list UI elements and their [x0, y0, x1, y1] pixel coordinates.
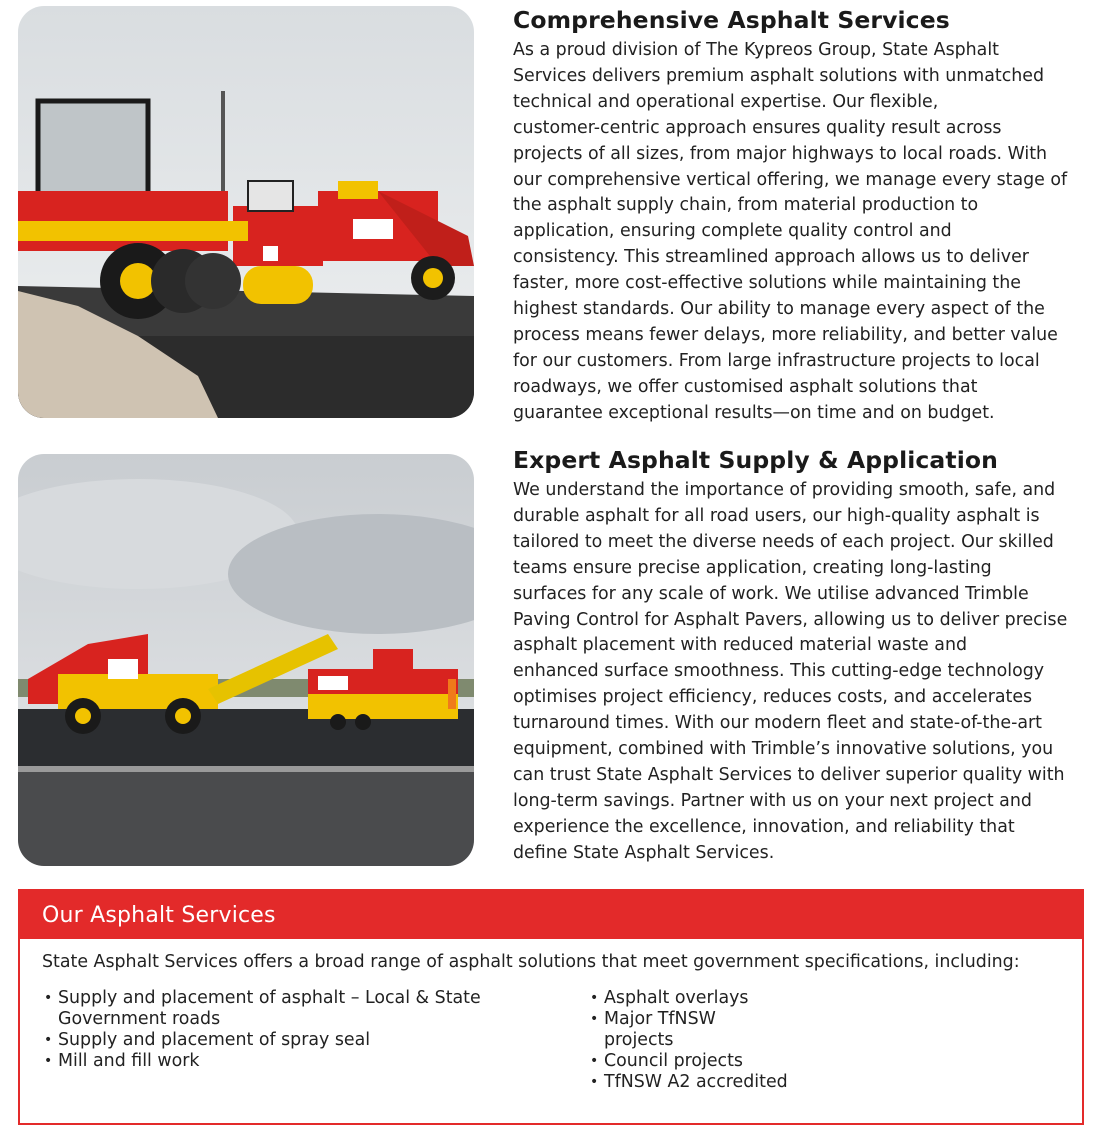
bullet-icon: •: [590, 1074, 599, 1090]
bullet-icon: •: [44, 1053, 53, 1069]
list-item-text: Asphalt overlays: [604, 988, 749, 1008]
list-item-text: TfNSW A2 accredited: [604, 1072, 788, 1092]
list-item-text: Supply and placement of asphalt – Local & State Government roads: [58, 988, 481, 1029]
list-item-text: Major TfNSW projects: [604, 1009, 716, 1050]
section-body: We understand the importance of providing smooth, safe, and durable asphalt for all road users, our high-quality asphalt is tailored to meet the diverse needs of each project. Our skilled teams ensure precise application, creating long-lasting surfaces for any scale of work. We utilise advanced Trimble Paving Control for Asphalt Pavers, allowing us to deliver precise asphalt placement with reduced material waste and enhanced surface smoothness. This cutting-edge technology optimises project efficiency, reduces costs, and accelerates turnaround times. With our modern fleet and state-of-the-art equipment, combined with Trimble’s innovative solutions, you can trust State Asphalt Services to deliver superior quality with long-term savings. Partner with us on your next project and experience the excellence, innovation, and reliability that define State Asphalt Services.: [513, 480, 1068, 863]
list-item: [588, 1072, 888, 1093]
list-item: [588, 988, 888, 1009]
section-heading: Comprehensive Asphalt Services: [513, 6, 950, 34]
services-header: [20, 891, 1082, 939]
supply-application-section: [513, 446, 1105, 867]
bullet-icon: •: [590, 1011, 599, 1027]
bullet-icon: •: [44, 990, 53, 1006]
list-item: [588, 1051, 888, 1072]
services-intro: State Asphalt Services offers a broad range of asphalt solutions that meet government specifications, including:: [42, 952, 1020, 972]
bullet-icon: •: [590, 1053, 599, 1069]
roller-machinery-photo: [18, 6, 474, 418]
bullet-icon: •: [44, 1032, 53, 1048]
services-title: Our Asphalt Services: [42, 902, 276, 928]
list-item: [42, 988, 512, 1030]
list-item-text: Mill and fill work: [58, 1051, 200, 1071]
section-heading: Expert Asphalt Supply & Application: [513, 446, 998, 474]
list-item-text: Supply and placement of spray seal: [58, 1030, 371, 1050]
services-list-right: [588, 988, 888, 1093]
comprehensive-services-section: [513, 6, 1105, 427]
list-item: [588, 1009, 888, 1051]
asphalt-paving-photo: [18, 454, 474, 866]
list-item: [42, 1030, 512, 1051]
asphalt-services-box: [18, 889, 1084, 1125]
section-body: As a proud division of The Kypreos Group, State Asphalt Services delivers premium asphalt solutions with unmatched technical and operational expertise. Our flexible, customer-centric approach ensures quality result across projects of all sizes, from major highways to local roads. With our comprehensive vertical offering, we manage every stage of the asphalt supply chain, from material production to application, ensuring complete quality control and consistency. This streamlined approach allows us to deliver faster, more cost-effective solutions while maintaining the highest standards. Our ability to manage every aspect of the process means fewer delays, more reliability, and better value for our customers. From large infrastructure projects to local roadways, we offer customised asphalt solutions that guarantee exceptional results—on time and on budget.: [513, 40, 1068, 423]
list-item: [42, 1051, 512, 1072]
services-list-left: [42, 988, 512, 1072]
list-item-text: Council projects: [604, 1051, 743, 1071]
bullet-icon: •: [590, 990, 599, 1006]
